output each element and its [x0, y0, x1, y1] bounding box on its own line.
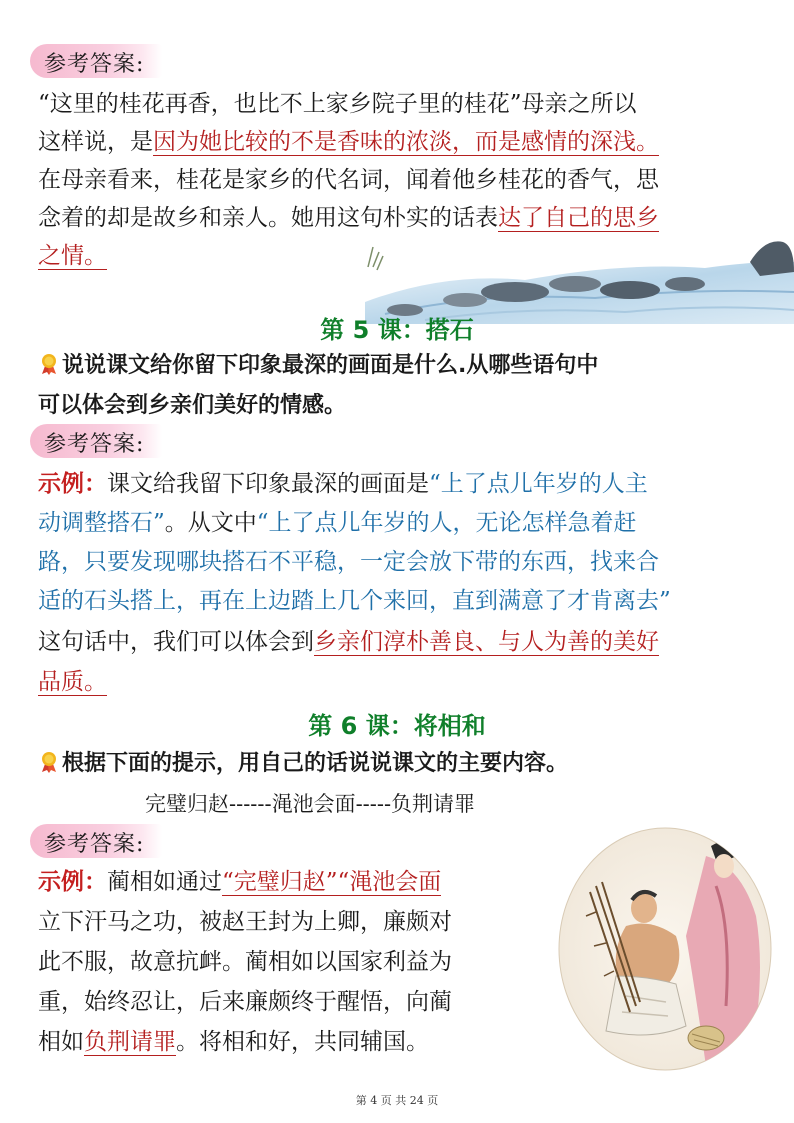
answer-key-underlined: 负荆请罪: [84, 1029, 176, 1055]
question-text: 根据下面的提示，用自己的话说说课文的主要内容。: [62, 751, 569, 776]
text-line: [38, 238, 107, 274]
text-span: 相如: [38, 1029, 84, 1055]
text-line: [38, 624, 659, 660]
lesson-title: 第 5 课：搭石: [320, 316, 474, 344]
answer-tag-label: 参考答案:: [44, 52, 145, 77]
answer-tag: [30, 824, 162, 858]
text-line: [38, 984, 452, 1020]
answer-tag: [30, 424, 162, 458]
text-line: [38, 162, 659, 198]
text-line: [38, 944, 452, 980]
text-line: [38, 583, 671, 619]
answer-tag-label: 参考答案:: [44, 832, 145, 857]
answer-key-underlined: 之情。: [38, 243, 107, 269]
text-span: 这样说，是: [38, 129, 153, 155]
text-span: 念着的却是故乡和亲人。她用这句朴实的话表: [38, 205, 498, 231]
answer-key-underlined: 品质。: [38, 669, 107, 695]
text-span: 。从文中: [164, 510, 257, 536]
text-line: [38, 664, 107, 700]
quoted-text: “上了点儿年岁的人主: [429, 471, 648, 497]
medal-icon: [38, 751, 60, 773]
text-line: [38, 505, 637, 541]
question: [38, 388, 346, 424]
lesson-title: 第 6 课：将相和: [308, 712, 486, 740]
answer-tag: [30, 44, 162, 78]
text-span: 课文给我留下印象最深的画面是: [107, 471, 429, 497]
text-span: 。将相和好，共同辅国。: [176, 1029, 429, 1055]
question: [38, 348, 598, 384]
quoted-text: 路，只要发现哪块搭石不平稳，一定会放下带的东西，找来合: [38, 549, 659, 575]
text-line: [38, 124, 659, 160]
quoted-text: “上了点儿年岁的人，无论怎样急着赶: [256, 510, 637, 536]
text-span: 立下汗马之功，被赵王封为上卿，廉颇对: [38, 909, 452, 935]
text-line: [38, 864, 441, 900]
text-span: “这里的桂花再香，也比不上家乡院子里的桂花”母亲之所以: [38, 91, 637, 117]
answer-key-underlined: 因为她比较的不是香味的浓淡，而是感情的深浅。: [153, 129, 659, 155]
text-line: [38, 904, 452, 940]
text-line: [38, 466, 648, 502]
text-span: 此不服，故意抗衅。蔺相如以国家利益为: [38, 949, 452, 975]
answer-key-underlined: “完璧归赵”“渑池会面: [222, 869, 442, 895]
text-span: 这句话中，我们可以体会到: [38, 629, 314, 655]
example-label: 示例：: [38, 471, 107, 497]
text-line: [38, 200, 659, 236]
text-span: 在母亲看来，桂花是家乡的代名词，闻着他乡桂花的香气，思: [38, 167, 659, 193]
text-line: [38, 544, 659, 580]
question: [38, 746, 568, 782]
lian-po-kneeling-illustration: [556, 826, 774, 1072]
medal-icon: [38, 353, 60, 375]
question-text: 说说课文给你留下印象最深的画面是什么.从哪些语句中: [62, 353, 599, 378]
text-line: [38, 86, 637, 122]
hint-line: 完璧归赵------渑池会面-----负荆请罪: [145, 792, 476, 816]
quoted-text: 动调整搭石”: [38, 510, 165, 536]
question-text: 可以体会到乡亲们美好的情感。: [38, 393, 347, 418]
answer-key-underlined: 达了自己的思乡: [498, 205, 659, 231]
text-line: [38, 1024, 429, 1060]
answer-key-underlined: 乡亲们淳朴善良、与人为善的美好: [314, 629, 659, 655]
text-span: 重，始终忍让，后来廉颇终于醒悟，向蔺: [38, 989, 452, 1015]
text-span: 蔺相如通过: [107, 869, 222, 895]
example-label: 示例：: [38, 869, 107, 895]
answer-tag-label: 参考答案:: [44, 432, 145, 457]
quoted-text: 适的石头搭上，再在上边踏上几个来回，直到满意了才肯离去”: [38, 588, 671, 614]
page-footer: 第 4 页 共 24 页: [355, 1094, 439, 1107]
